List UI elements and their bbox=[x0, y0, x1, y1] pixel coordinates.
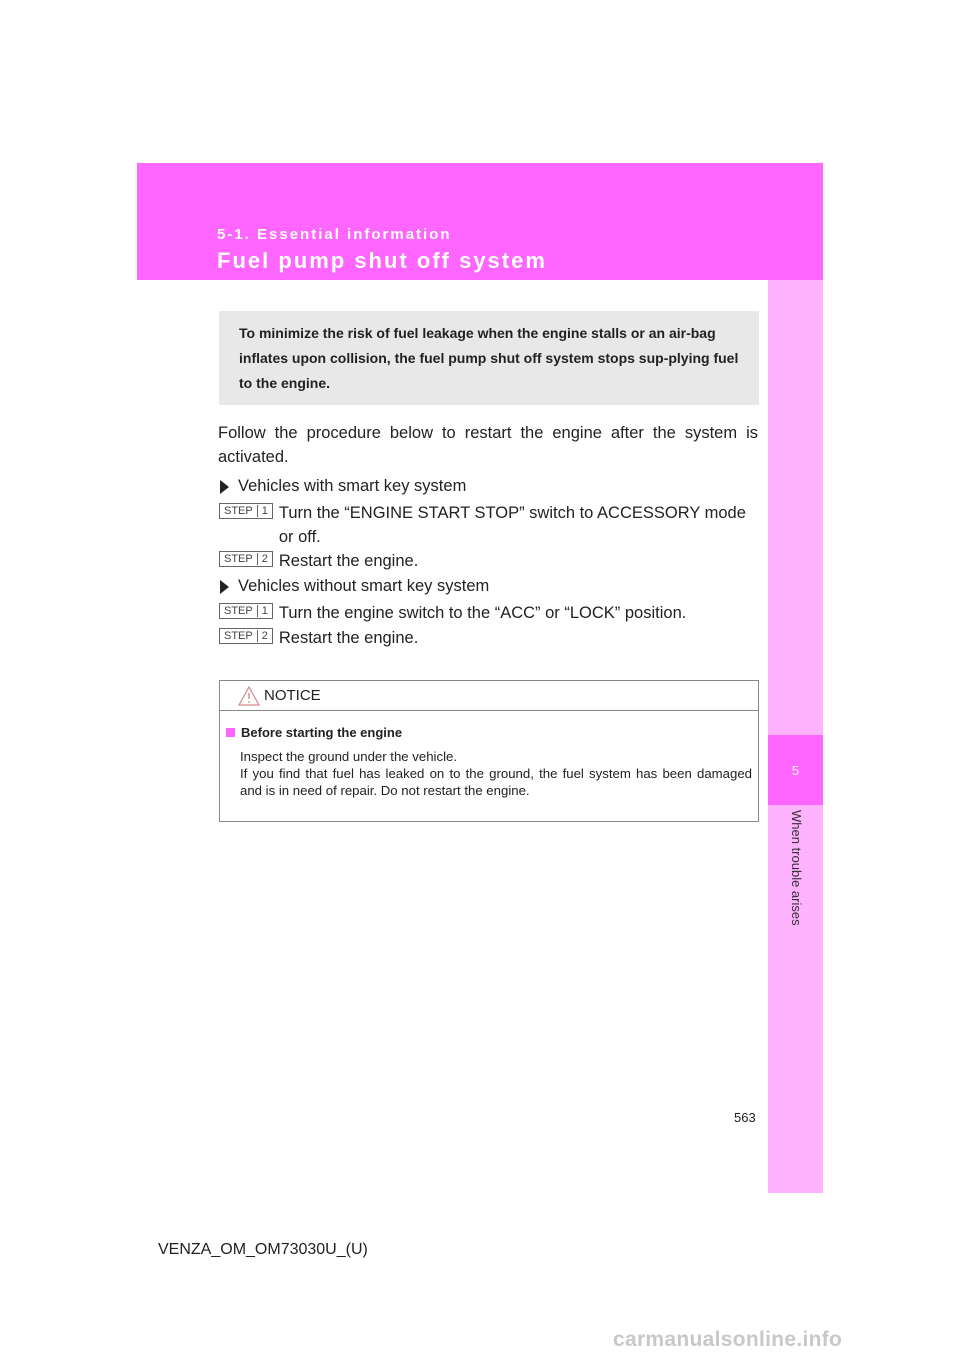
condition-label: Vehicles without smart key system bbox=[238, 577, 490, 595]
intro-box: To minimize the risk of fuel leakage when the engine stalls or an air-bag inflates upon collision, the fuel pump shut off system stops sup-plying fuel to the engine. bbox=[219, 311, 759, 405]
step-row bbox=[219, 601, 759, 625]
page-title: Fuel pump shut off system bbox=[217, 248, 547, 273]
condition-smart-key bbox=[220, 477, 466, 496]
notice-body: Inspect the ground under the vehicle. If you find that fuel has leaked on to the ground, the fuel system has been damaged and is in need of repair. Do not restart the engine. bbox=[240, 749, 752, 798]
notice-box bbox=[219, 680, 759, 822]
notice-heading: NOTICE bbox=[264, 687, 321, 704]
notice-header bbox=[220, 681, 758, 711]
arrow-icon bbox=[220, 480, 229, 494]
step-row bbox=[219, 501, 759, 549]
condition-label: Vehicles with smart key system bbox=[238, 477, 467, 495]
body-paragraph: Follow the procedure below to restart the engine after the system is activated. bbox=[218, 424, 758, 466]
step-text: Turn the engine switch to the “ACC” or “LOCK” position. bbox=[278, 604, 687, 622]
step-badge: STEP 1 bbox=[219, 503, 273, 519]
step-text: Restart the engine. bbox=[278, 629, 419, 647]
step-row bbox=[219, 549, 759, 573]
watermark: carmanualsonline.info bbox=[613, 1328, 843, 1351]
warning-icon bbox=[238, 686, 260, 706]
page-number: 563 bbox=[734, 1110, 756, 1125]
step-row bbox=[219, 626, 759, 650]
notice-subheading: Before starting the engine bbox=[226, 725, 758, 740]
square-bullet-icon bbox=[226, 728, 235, 737]
doc-code: VENZA_OM_OM73030U_(U) bbox=[158, 1241, 368, 1258]
chapter-label: When trouble arises bbox=[789, 810, 804, 926]
step-text: Turn the “ENGINE START STOP” switch to ACCESSORY mode or off. bbox=[278, 504, 746, 546]
step-badge: STEP 1 bbox=[219, 603, 273, 619]
section-label: 5-1. Essential information bbox=[217, 226, 452, 243]
condition-no-smart-key bbox=[220, 577, 489, 596]
arrow-icon bbox=[220, 580, 229, 594]
step-badge: STEP 2 bbox=[219, 628, 273, 644]
chapter-number: 5 bbox=[768, 735, 823, 805]
step-badge: STEP 2 bbox=[219, 551, 273, 567]
step-text: Restart the engine. bbox=[278, 552, 419, 570]
